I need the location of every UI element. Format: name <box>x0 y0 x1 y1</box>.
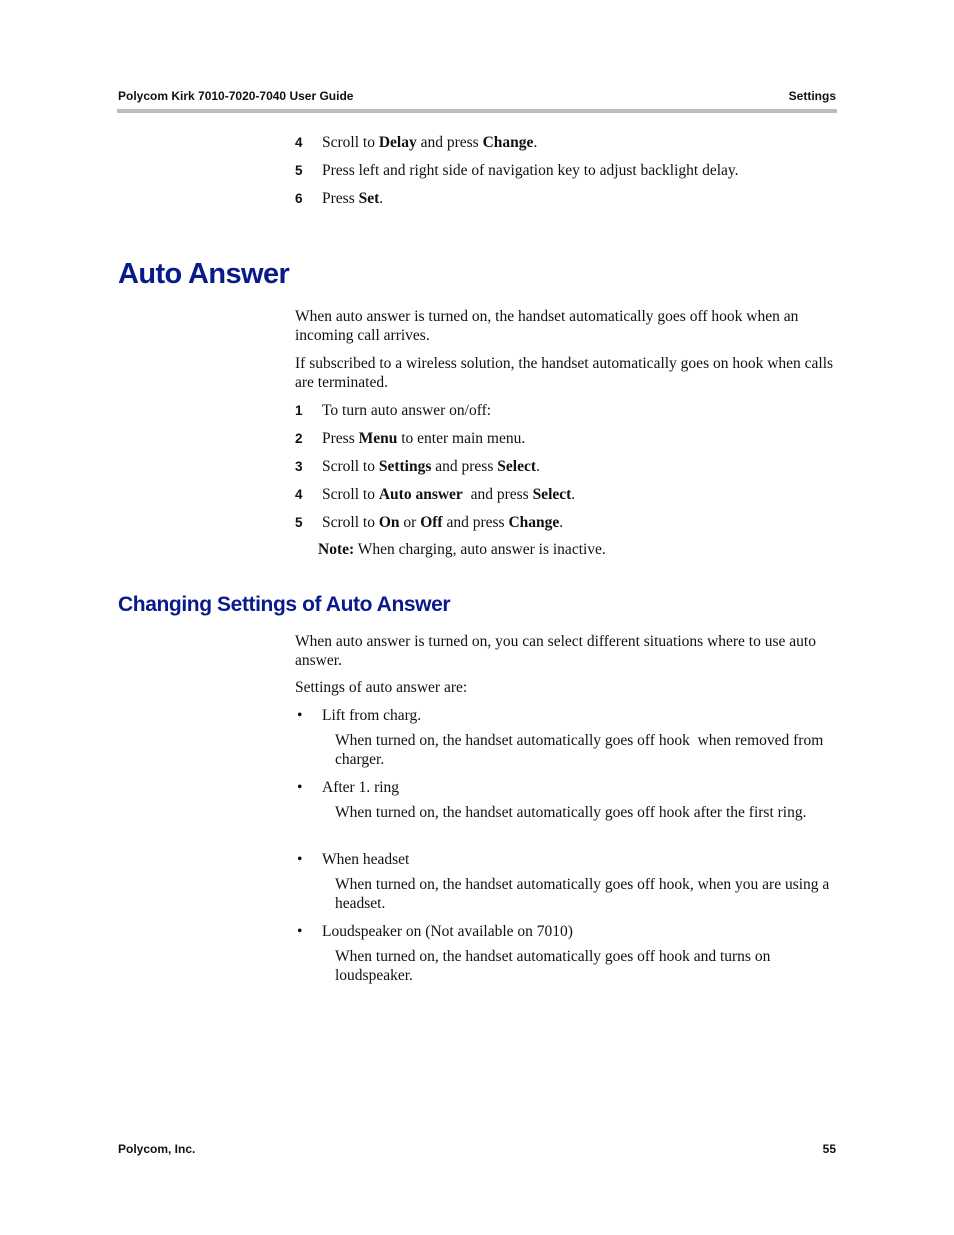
paragraph: When auto answer is turned on, the handset automatically goes off hook when an incoming call arrives. <box>295 308 799 344</box>
list-item-description: When turned on, the handset automatically goes off hook, when you are using a headset. <box>335 876 830 912</box>
step-item: 3 Scroll to Settings and press Select. <box>295 458 540 475</box>
footer-company: Polycom, Inc. <box>118 1142 196 1156</box>
list-item-description: When turned on, the handset automatically goes off hook after the first ring. <box>335 804 807 821</box>
header-title: Polycom Kirk 7010-7020-7040 User Guide <box>118 89 354 103</box>
changing-settings-heading: Changing Settings of Auto Answer <box>118 593 451 616</box>
list-item: • Lift from charg. <box>297 707 422 724</box>
step-item: 6 Press Set. <box>295 190 384 207</box>
header-rule <box>117 109 837 113</box>
list-item-description: When turned on, the handset automatically goes off hook when removed from charger. <box>335 732 828 768</box>
paragraph: When auto answer is turned on, you can select different situations where to use auto answer. <box>295 633 816 669</box>
page-number: 55 <box>822 1142 836 1156</box>
step-item: 5 Press left and right side of navigation key to adjust backlight delay. <box>295 162 739 179</box>
list-item-description: When turned on, the handset automatically goes off hook and turns on loudspeaker. <box>335 948 771 984</box>
step-item: 1 To turn auto answer on/off: <box>295 402 492 419</box>
step-item: 4 Scroll to Delay and press Change. <box>295 134 538 151</box>
list-item: • Loudspeaker on (Not available on 7010) <box>297 923 573 940</box>
list-item: • When headset <box>297 851 410 868</box>
auto-answer-heading: Auto Answer <box>118 258 290 290</box>
list-item: • After 1. ring <box>297 779 400 796</box>
paragraph: If subscribed to a wireless solution, the handset automatically goes on hook when calls are terminated. <box>295 355 834 391</box>
step-item: 4 Scroll to Auto answer and press Select. <box>295 486 576 503</box>
paragraph: Settings of auto answer are: <box>295 679 468 696</box>
step-item: 5 Scroll to On or Off and press Change. <box>295 514 564 531</box>
note: Note: When charging, auto answer is inactive. <box>318 541 606 558</box>
step-item: 2 Press Menu to enter main menu. <box>295 430 526 447</box>
header-section: Settings <box>788 89 836 103</box>
